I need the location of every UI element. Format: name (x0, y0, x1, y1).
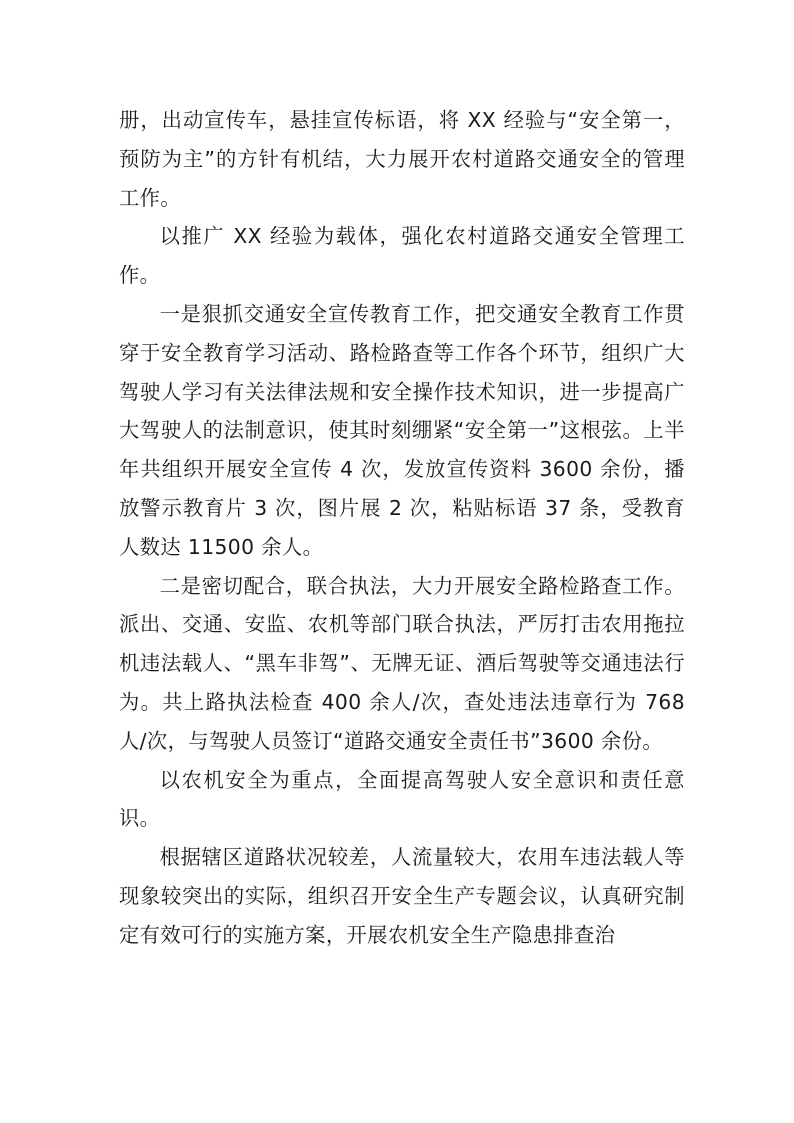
paragraph-enforcement: 二是密切配合，联合执法，大力开展安全路检路查工作。派出、交通、安监、农机等部门联合执法，严厉打击农用拖拉机违法载人、“黑车非驾”、无牌无证、酒后驾驶等交通违法行为。共上路执法检查 400 余人/次，查处违法违章行为 768 人/次，与驾驶人员签订“道路交通安全责任书”3600 余份。 (119, 573, 685, 753)
paragraph-education: 一是狠抓交通安全宣传教育工作，把交通安全教育工作贯穿于安全教育学习活动、路检路查等工作各个环节，组织广大驾驶人学习有关法律法规和安全操作技术知识，进一步提高广大驾驶人的法制意识，使其时刻绷紧“安全第一”这根弦。上半年共组织开展安全宣传 4 次，发放宣传资料 3600 余份，播放警示教育片 3 次，图片展 2 次，粘贴标语 37 条，受教育人数达 11500 余人。 (119, 301, 685, 559)
paragraph-road-conditions: 根据辖区道路状况较差，人流量较大，农用车违法载人等现象较突出的实际，组织召开安全生产专题会议，认真研究制定有效可行的实施方案，开展农机安全生产隐患排查治 (119, 845, 685, 947)
document-body (119, 101, 685, 955)
paragraph-heading-agri-machinery: 以农机安全为重点，全面提高驾驶人安全意识和责任意识。 (119, 767, 685, 831)
paragraph-continuation: 册，出动宣传车，悬挂宣传标语，将 XX 经验与“安全第一，预防为主”的方针有机结，大力展开农村道路交通安全的管理工作。 (119, 108, 685, 210)
paragraph-heading-promotion: 以推广 XX 经验为载体，强化农村道路交通安全管理工作。 (119, 224, 685, 288)
